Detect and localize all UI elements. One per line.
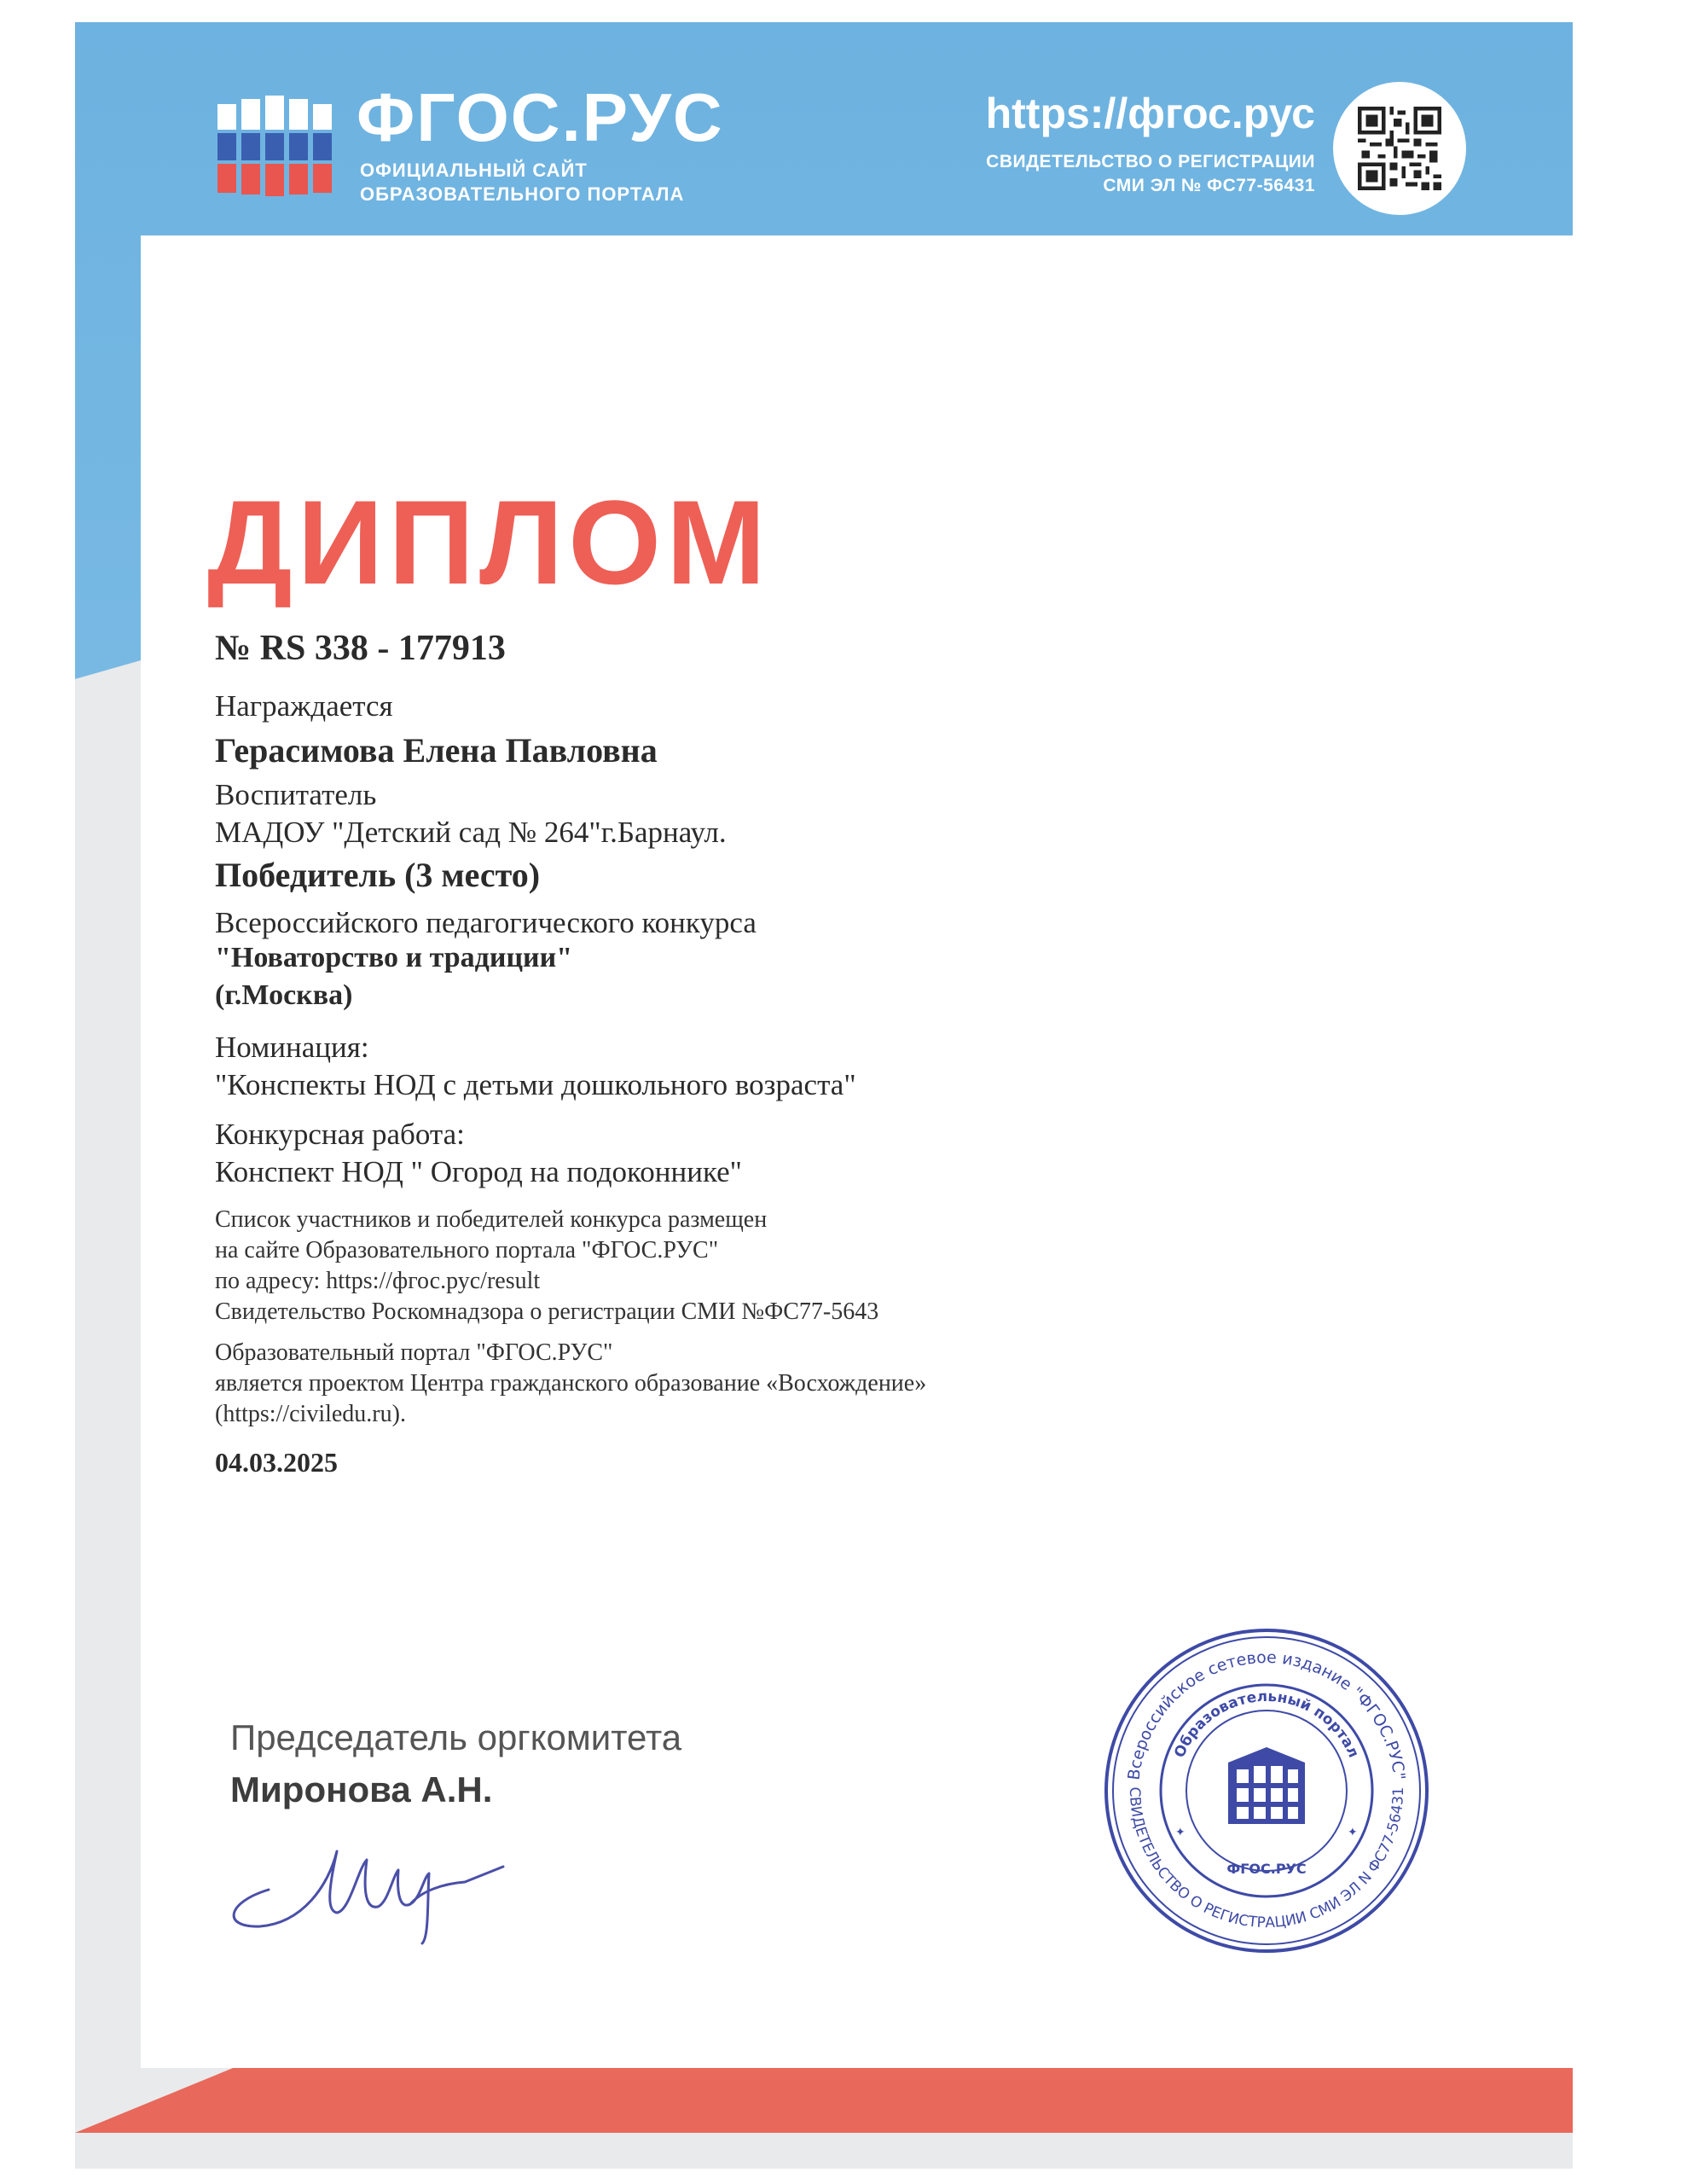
contest-city: (г.Москва) [215, 979, 353, 1011]
project-line-1: Образовательный портал "ФГОС.РУС" [215, 1339, 613, 1366]
registration-info [986, 150, 1315, 198]
issue-date: 04.03.2025 [215, 1447, 338, 1478]
recipient-organization: МАДОУ "Детский сад № 264"г.Барнаул. [215, 816, 727, 849]
svg-text:✦: ✦ [1175, 1826, 1186, 1839]
diploma-number: № RS 338 - 177913 [215, 629, 506, 668]
work-label: Конкурсная работа: [215, 1118, 465, 1151]
registration-line-1: СВИДЕТЕЛЬСТВО О РЕГИСТРАЦИИ [986, 152, 1315, 171]
brand-subtitle-line-1: ОФИЦИАЛЬНЫЙ САЙТ [360, 160, 588, 181]
recipient-name: Герасимова Елена Павловна [215, 731, 658, 770]
recipient-position: Воспитатель [215, 778, 377, 811]
seal-inner-text: Образовательный портал [1171, 1687, 1362, 1761]
brand-subtitle [360, 159, 684, 206]
info-line-4: Свидетельство Роскомнадзора о регистрации СМИ №ФС77-5643 [215, 1298, 879, 1325]
info-line-2: на сайте Образовательного портала "ФГОС.РУС" [215, 1237, 719, 1263]
building-emblem-icon [1228, 1747, 1305, 1824]
nomination-value: "Конспекты НОД с детьми дошкольного возраста" [215, 1068, 856, 1101]
result-place: Победитель (3 место) [215, 856, 541, 894]
registration-line-2: СМИ ЭЛ № ФС77-56431 [1103, 176, 1315, 195]
project-line-2: является проектом Центра гражданского образование «Восхождение» [215, 1370, 927, 1397]
handwritten-signature [209, 1809, 516, 1945]
qr-code-icon[interactable] [1358, 107, 1441, 190]
svg-text:✦: ✦ [1348, 1826, 1358, 1839]
qr-badge [1333, 82, 1466, 215]
official-seal [1102, 1626, 1431, 1955]
seal-outer-text: Всероссийское сетевое издание "ФГОС.РУС" [1124, 1647, 1409, 1781]
brand-subtitle-line-2: ОБРАЗОВАТЕЛЬНОГО ПОРТАЛА [360, 183, 685, 205]
seal-outer-text-bottom: СВИДЕТЕЛЬСТВО О РЕГИСТРАЦИИ СМИ ЭЛ N ФС77-56431 [1125, 1786, 1408, 1932]
diploma-title: ДИПЛОМ [207, 475, 771, 609]
nomination-label: Номинация: [215, 1031, 369, 1064]
flag-building-icon [217, 96, 333, 196]
info-line-3[interactable]: по адресу: https://фгос.рус/result [215, 1268, 541, 1294]
project-line-3[interactable]: (https://civiledu.ru). [215, 1401, 406, 1427]
brand-title: ФГОС.РУС [357, 79, 724, 155]
contest-line: Всероссийского педагогического конкурса [215, 906, 757, 939]
chair-name: Миронова А.Н. [230, 1769, 493, 1809]
chair-role: Председатель оргкомитета [230, 1717, 682, 1757]
seal-center-text: ФГОС.РУС [1226, 1861, 1307, 1877]
work-value: Конспект НОД " Огород на подоконнике" [215, 1155, 742, 1188]
info-line-1: Список участников и победителей конкурса размещен [215, 1206, 768, 1233]
awarded-label: Награждается [215, 689, 393, 723]
contest-name: "Новаторство и традиции" [215, 942, 573, 973]
site-url-link[interactable]: https://фгос.рус [985, 90, 1315, 137]
